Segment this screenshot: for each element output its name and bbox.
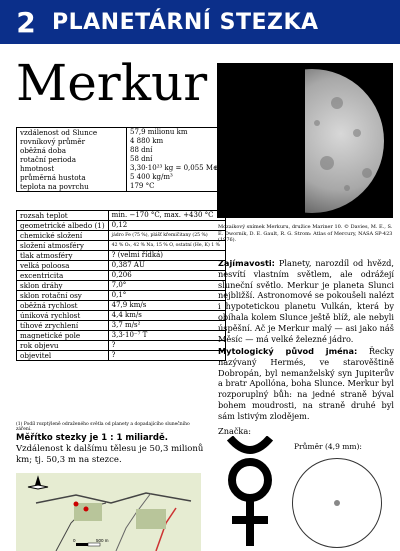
table-row xyxy=(17,281,226,291)
table-value-cell: 179 °C xyxy=(130,182,155,190)
table-row xyxy=(17,182,223,192)
table-key-cell: sklon dráhy xyxy=(17,281,109,291)
table-key-cell: úniková rychlost xyxy=(17,311,109,321)
table-key-cell: objevitel xyxy=(17,351,109,361)
facts-label: Zajímavosti: xyxy=(218,258,275,268)
table-row xyxy=(17,251,226,261)
table-value-cell: 57,9 milionu km xyxy=(130,128,188,136)
table-key-cell: tlak atmosféry xyxy=(17,251,109,261)
basic-data-table xyxy=(16,127,223,192)
table-key-cell: velká poloosa xyxy=(17,261,109,271)
table-key-cell: sklon rotační osy xyxy=(17,291,109,301)
facts-paragraph xyxy=(218,258,394,345)
table-value-cell: 58 dní xyxy=(130,155,153,163)
table-value-cell: 3,7 m/s² xyxy=(111,321,141,329)
table-key-cell: excentricita xyxy=(17,271,109,281)
table-value-cell: min. −170 °C, max. +430 °C xyxy=(111,211,214,219)
table-key-cell: rotační perioda xyxy=(17,155,127,164)
table-value-cell: 0,12 xyxy=(111,221,128,229)
table-row xyxy=(17,231,226,241)
table-row xyxy=(17,341,226,351)
albedo-footnote: (1) Podíl rozptýleně odraženého světla od planety a dopadajícího slunečního záření. xyxy=(16,422,190,432)
table-row xyxy=(17,241,226,251)
table-key-cell: hmotnost xyxy=(17,164,127,173)
table-row xyxy=(17,301,226,311)
table-key-cell: teplota na povrchu xyxy=(17,182,127,192)
table-key-cell: rozsah teplot xyxy=(17,211,109,221)
mercury-symbol-icon xyxy=(220,436,280,551)
stop-number: 2 xyxy=(16,5,36,39)
planet-name: Merkur xyxy=(16,54,208,112)
scale-label: Měřítko stezky je 1 : 1 miliardě. xyxy=(16,433,168,443)
table-value-cell: 3,30·10²³ kg = 0,055 M⊕ xyxy=(130,164,219,172)
table-row xyxy=(17,173,223,182)
table-row xyxy=(17,311,226,321)
trail-title: PLANETÁRNÍ STEZKA xyxy=(52,9,319,35)
table-value-cell: 4,4 km/s xyxy=(111,311,142,319)
table-value-cell: 7,0° xyxy=(111,281,127,289)
mercury-photo xyxy=(217,63,393,218)
table-row xyxy=(17,331,226,341)
table-value-cell: 47,9 km/s xyxy=(111,301,147,309)
table-value-cell: 5 400 kg/m³ xyxy=(130,173,173,181)
table-key-cell: geometrické albedo (1) xyxy=(17,221,109,231)
table-key-cell: složení atmosféry xyxy=(17,241,109,251)
table-value-cell: 0,387 AU xyxy=(111,261,145,269)
scale-text: Vzdálenost k dalšímu tělesu je 50,3 milionů km; tj. 50,3 m na stezce. xyxy=(16,444,204,466)
table-row xyxy=(17,321,226,331)
table-key-cell: chemické složení xyxy=(17,231,109,241)
table-key-cell: vzdálenost od Slunce xyxy=(17,128,127,138)
table-key-cell: rovníkový průměr xyxy=(17,137,127,146)
table-key-cell: rok objevu xyxy=(17,341,109,351)
diameter-label: Průměr (4,9 mm): xyxy=(294,442,362,451)
table-row xyxy=(17,211,226,221)
table-key-cell: oběžná doba xyxy=(17,146,127,155)
table-value-cell: 88 dní xyxy=(130,146,153,154)
table-value-cell: 3,3·10⁻⁷ T xyxy=(111,331,148,339)
photo-caption: Mozaikový snímek Merkuru, družice Mariner 10. © Davies, M. E., S. E. Dwornik, D. E. Gault, R. G. Strom: Atlas of Mercury, NASA SP-423 (1976). xyxy=(218,224,393,243)
table-value-cell: jádro Fe (75 %), plášť křemičitany (25 %) xyxy=(111,232,208,238)
table-row xyxy=(17,221,226,231)
myth-label: Mytologický původ jména: xyxy=(218,346,358,356)
table-row xyxy=(17,351,226,361)
map-scale-end: 500 m xyxy=(96,538,109,543)
table-value-cell: 0,1° xyxy=(111,291,127,299)
table-key-cell: tíhové zrychlení xyxy=(17,321,109,331)
table-row xyxy=(17,291,226,301)
table-row xyxy=(17,261,226,271)
table-row xyxy=(17,137,223,146)
table-key-cell: magnetické pole xyxy=(17,331,109,341)
table-row xyxy=(17,271,226,281)
table-value-cell: ? (velmi řídká) xyxy=(111,251,163,259)
title-banner xyxy=(0,0,400,44)
scale-note xyxy=(16,433,212,466)
planet-size-dot xyxy=(334,500,340,506)
map-scale-start: 0 xyxy=(73,538,76,543)
facts-text: Planety, narozdíl od hvězd, nesvítí vlastním světlem, ale odrážejí sluneční světlo. Merkur je planeta Slunci nejbližší. Astronomové se pokoušeli nalézt i hypotetickou planetu Vulkán, která by obíhala kolem Slunce ještě blíž, ale nebyli úspěšní. Ač je Merkur malý — asi jako náš Měsíc — má velké železné jádro. xyxy=(218,258,394,344)
myth-paragraph xyxy=(218,346,394,422)
table-value-cell: 42 % O₂, 42 % Na, 15 % O, ostatní (He, K) 1 % xyxy=(111,242,220,248)
myth-text: Řecky nazývaný Hermés, ve starověštině Dobropán, byl nemanželský syn Jupiterův a bratr Apollóna, boha Slunce. Merkur byl rozporuplný bůh: na jedné straně býval bohem moudrosti, na straně druhé byl sám lstivým zlodějem. xyxy=(218,346,394,421)
table-row xyxy=(17,155,223,164)
table-value-cell: 4 880 km xyxy=(130,137,164,145)
table-value-cell: ? xyxy=(111,351,116,359)
table-row xyxy=(17,128,223,138)
symbol-label: Značka: xyxy=(218,426,252,436)
table-value-cell: 0,206 xyxy=(111,271,132,279)
table-row xyxy=(17,146,223,155)
table-key-cell: průměrná hustota xyxy=(17,173,127,182)
table-value-cell: ? xyxy=(111,341,116,349)
table-row xyxy=(17,164,223,173)
trail-map xyxy=(16,473,201,551)
table-key-cell: oběžná rychlost xyxy=(17,301,109,311)
extended-data-table xyxy=(16,210,226,361)
